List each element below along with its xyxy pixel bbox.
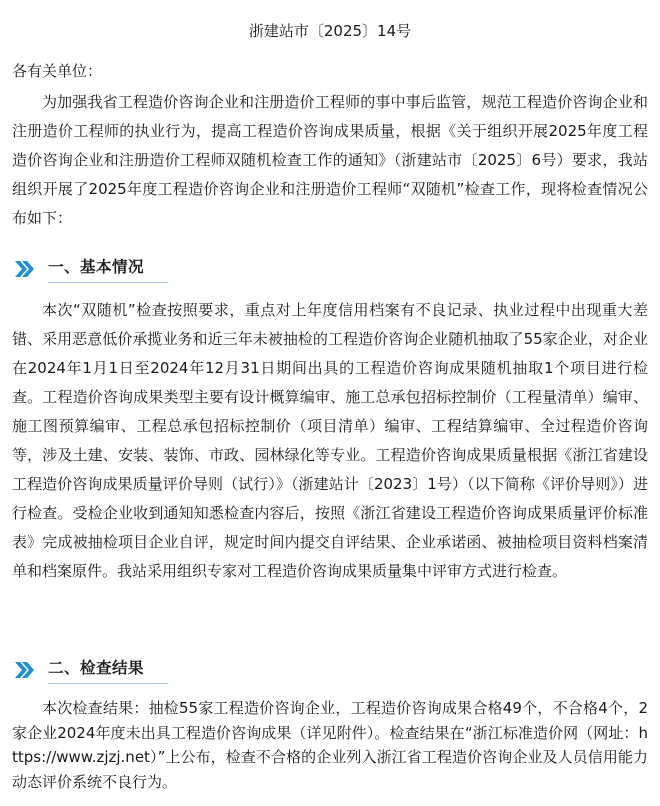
intro-paragraph: 为加强我省工程造价咨询企业和注册造价工程师的事中事后监管，规范工程造价咨询企业和注册造价工程师的执业行为，提高工程造价咨询成果质量，根据《关于组织开展2025年度工程造价咨询企业和注册造价工程师双随机检查工作的通知》（浙建站市〔2025〕6号）要求，我站组织开展了2025年度工程造价咨询企业和注册造价工程师“双随机”检查工作，现将检查情况公布如下： [12,93,648,227]
inspection-results-paragraph: 本次检查结果：抽检55家工程造价咨询企业，工程造价咨询成果合格49个，不合格4个，2家企业2024年度未出具工程造价咨询成果（详见附件）。检查结果在“浙江标准造价网（网址：https://www.zjzj.net）”上公布，检查不合格的企业列入浙江省工程造价咨询企业及人员信用能力动态评价系统不良行为。 [12,699,648,791]
section-heading-basic-info [14,254,168,284]
basic-info-paragraph: 本次“双随机”检查按照要求，重点对上年度信用档案有不良记录、执业过程中出现重大差错、采用恶意低价承揽业务和近三年未被抽检的工程造价咨询企业随机抽取了55家企业，对企业在2024年1月1日至2024年12月31日期间出具的工程造价咨询成果随机抽取1个项目进行检查。工程造价咨询成果类型主要有设计概算编审、施工总承包招标控制价（工程量清单）编审、施工图预算编审、工程总承包招标控制价（项目清单）编审、工程结算编审、全过程造价咨询等，涉及土建、安装、装饰、市政、园林绿化等专业。工程造价咨询成果质量根据《浙江省建设工程造价咨询成果质量评价导则（试行）》（浙建站计〔2023〕1号）（以下简称《评价导则》）进行检查。受检企业收到通知知悉检查内容后，按照《浙江省建设工程造价咨询成果质量评价标准表》完成被抽检项目企业自评，规定时间内提交自评结果、企业承诺函、被抽检项目资料档案清单和档案原件。我站采用组织专家对工程造价咨询成果质量集中评审方式进行检查。 [12,301,648,580]
section-title: 一、基本情况 [48,256,168,283]
document-number: 浙建站市〔2025〕14号 [248,22,412,40]
section-heading-inspection-results [14,655,168,685]
double-chevron-right-icon [14,259,36,279]
double-chevron-right-icon [14,660,36,680]
section-title: 二、检查结果 [48,657,168,684]
salutation: 各有关单位： [12,62,103,80]
